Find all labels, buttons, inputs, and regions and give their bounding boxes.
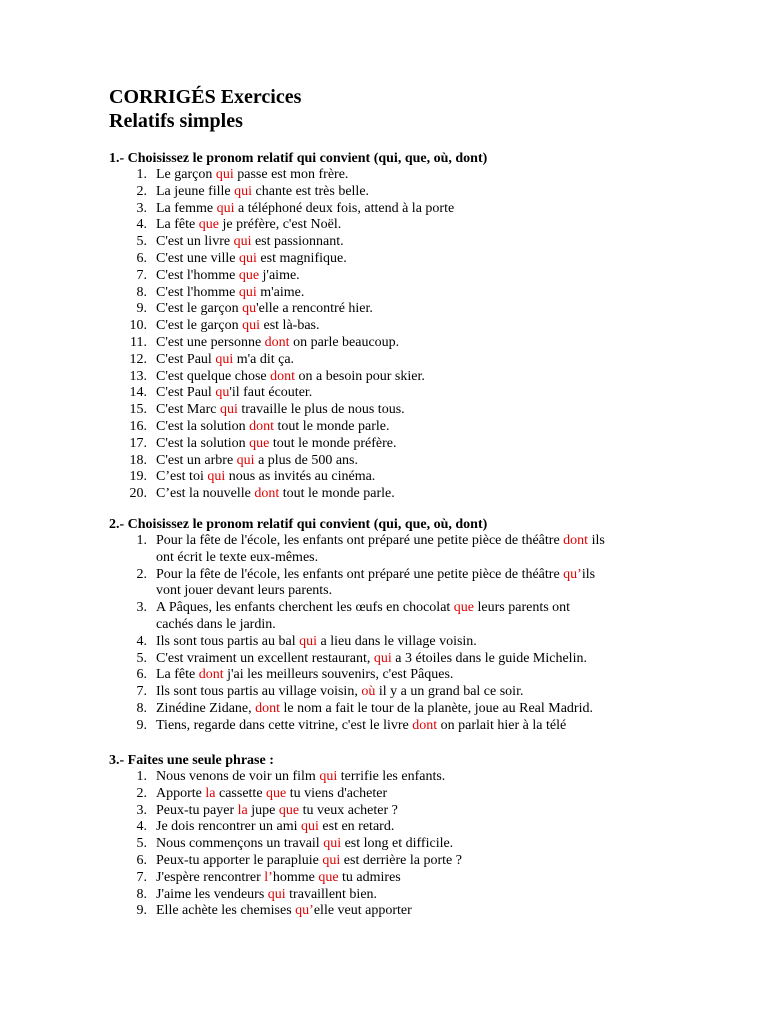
answer-word: la (237, 802, 248, 818)
exercise-item (109, 667, 749, 684)
sentence-text: ont écrit le texte eux-mêmes. (156, 549, 319, 565)
item-line (156, 667, 749, 684)
exercise-item (109, 684, 749, 701)
sentence-text: C'est quelque chose (156, 368, 271, 384)
item-line (156, 419, 749, 436)
answer-word: qui (234, 183, 253, 199)
answer-word: que (249, 435, 270, 451)
answer-word: que (238, 267, 260, 283)
item-number: 12. (129, 351, 147, 367)
exercise-item (109, 251, 749, 268)
item-line (156, 887, 749, 904)
item-number: 16. (129, 418, 147, 434)
item-line (156, 385, 749, 402)
sentence-text: C’est toi (156, 469, 208, 485)
sentence-text: m'a dit ça. (233, 351, 295, 367)
answer-word: qui (233, 234, 252, 250)
section-heading: 1.- Choisissez le pronom relatif qui convient (qui, que, où, dont) (109, 151, 488, 166)
answer-word: qui (242, 318, 260, 334)
item-number: 9. (136, 903, 147, 919)
sentence-text: on parlait hier à la télé (437, 717, 567, 733)
sentence-text: vont jouer devant leurs parents. (156, 583, 333, 599)
item-number: 8. (136, 700, 147, 716)
sentence-text: C'est la solution (156, 435, 250, 451)
sentence-text: C’est la nouvelle (156, 486, 255, 502)
exercise-item (109, 217, 749, 234)
sentence-text: est long et difficile. (341, 836, 454, 852)
answer-word: qui (301, 819, 319, 835)
item-line (156, 486, 749, 503)
item-line (156, 184, 749, 201)
answer-word: qui (239, 250, 257, 266)
answer-word: qui (219, 402, 238, 418)
sentence-text: jupe (247, 802, 279, 818)
answer-word: qui (373, 650, 392, 666)
sentence-text: La femme (156, 200, 217, 216)
answer-word: qui (215, 351, 234, 367)
title-line-1: CORRIGÉS Exercices (109, 86, 302, 108)
item-number: 4. (136, 217, 147, 233)
exercise-item (109, 769, 749, 786)
section-heading: 3.- Faites une seule phrase : (109, 753, 274, 768)
exercise-item (109, 651, 749, 668)
answer-word: qu’ (295, 903, 314, 919)
item-line (156, 335, 749, 352)
exercise-item (109, 486, 749, 503)
sentence-text: tout le monde parle. (279, 486, 395, 502)
sentence-text: travaille le plus de nous tous. (237, 402, 405, 418)
exercise-item (109, 718, 749, 735)
item-line (156, 352, 749, 369)
sentence-text: a téléphoné deux fois, attend à la porte (234, 200, 455, 216)
exercise-list (109, 533, 749, 735)
exercise-item (109, 234, 749, 251)
answer-word: l’ (264, 869, 273, 885)
item-line (156, 903, 749, 920)
exercise-item (109, 167, 749, 184)
item-number: 3. (136, 200, 147, 216)
answer-word: qu (215, 385, 230, 401)
exercise-item (109, 870, 749, 887)
item-line (156, 217, 749, 234)
sentence-text: C'est le garçon (156, 301, 243, 317)
sentence-text: tout le monde parle. (274, 418, 390, 434)
answer-word: que (198, 217, 219, 233)
sentence-text: C'est Marc (156, 402, 220, 418)
exercise-item (109, 634, 749, 651)
sentence-text: j'ai les meilleurs souvenirs, c'est Pâques. (223, 667, 454, 683)
item-line (156, 436, 749, 453)
answer-word: dont (254, 486, 280, 502)
sentence-text: le nom a fait le tour de la planète, joue au Real Madrid. (280, 700, 593, 716)
item-number: 2. (136, 566, 147, 582)
sentence-text: ils (581, 566, 596, 582)
sentence-text: C'est vraiment un excellent restaurant, (156, 650, 374, 666)
sentence-text: J'aime les vendeurs (156, 886, 268, 902)
sentence-text: 'elle a rencontré hier. (256, 301, 373, 317)
exercise-list (109, 769, 749, 920)
sentence-text: C'est un arbre (156, 452, 237, 468)
sentence-text: C'est l'homme (156, 267, 239, 283)
answer-word: qui (238, 284, 257, 300)
item-number: 17. (129, 435, 147, 451)
item-line (156, 369, 749, 386)
item-number: 9. (136, 301, 147, 317)
exercise-item (109, 803, 749, 820)
sentence-text: a 3 étoiles dans le guide Michelin. (391, 650, 587, 666)
exercise-item (109, 533, 749, 567)
answer-word: dont (563, 533, 589, 548)
exercise-item (109, 786, 749, 803)
sentence-text: passe est mon frère. (233, 167, 349, 182)
answer-word: qui (319, 769, 338, 784)
item-number: 6. (136, 852, 147, 868)
item-line (156, 567, 749, 584)
answer-word: la (205, 785, 216, 801)
answer-word: qui (215, 167, 234, 182)
sentence-text: C'est l'homme (156, 284, 239, 300)
answer-word: dont (198, 667, 224, 683)
sentence-text: m'aime. (256, 284, 305, 300)
sentence-text: C'est un livre (156, 234, 234, 250)
sentence-text: est magnifique. (256, 250, 347, 266)
sentence-text: cassette (215, 785, 267, 801)
sentence-text: La fête (156, 667, 199, 683)
sentence-text: ils (588, 533, 605, 548)
answer-word: qu’ (563, 566, 582, 582)
item-number: 6. (136, 667, 147, 683)
sentence-text: on a besoin pour skier. (295, 368, 425, 384)
item-number: 19. (129, 469, 147, 485)
answer-word: que (266, 785, 287, 801)
item-line (156, 769, 749, 786)
answer-word: dont (264, 334, 290, 350)
sentence-text: leurs parents ont (474, 600, 571, 616)
exercise-item (109, 201, 749, 218)
sentence-text: je préfère, c'est Noël. (218, 217, 342, 233)
item-line (156, 617, 749, 634)
exercise-list (109, 167, 749, 503)
item-number: 15. (129, 402, 147, 418)
exercise-item (109, 903, 749, 920)
item-line (156, 819, 749, 836)
item-number: 18. (129, 452, 147, 468)
sentence-text: est passionnant. (251, 234, 344, 250)
item-number: 10. (129, 318, 147, 334)
item-number: 9. (136, 717, 147, 733)
exercise-item (109, 419, 749, 436)
item-number: 4. (136, 633, 147, 649)
item-number: 14. (129, 385, 147, 401)
exercise-item (109, 887, 749, 904)
sentence-text: La fête (156, 217, 199, 233)
sentence-text: nous as invités au cinéma. (225, 469, 376, 485)
sentence-text: tu admires (338, 869, 401, 885)
item-line (156, 870, 749, 887)
exercise-item (109, 436, 749, 453)
item-number: 11. (130, 334, 147, 350)
sentence-text: Peux-tu payer (156, 802, 238, 818)
exercise-item (109, 853, 749, 870)
exercise-item (109, 285, 749, 302)
sentence-text: Nous venons de voir un film (156, 769, 320, 784)
sentence-text: Zinédine Zidane, (156, 700, 256, 716)
sentence-text: Elle achète les chemises (156, 903, 296, 919)
sentence-text: C'est la solution (156, 418, 250, 434)
item-number: 5. (136, 650, 147, 666)
exercise-item (109, 352, 749, 369)
sentence-text: A Pâques, les enfants cherchent les œufs en chocolat (156, 600, 454, 616)
item-line (156, 701, 749, 718)
sentence-text: Le garçon (156, 167, 216, 182)
sentence-text: Peux-tu apporter le parapluie (156, 852, 323, 868)
item-number: 3. (136, 600, 147, 616)
sentence-text: terrifie les enfants. (337, 769, 446, 784)
sentence-text: chante est très belle. (252, 183, 370, 199)
sentence-text: Je dois rencontrer un ami (156, 819, 302, 835)
sentence-text: homme (272, 869, 319, 885)
item-number: 1. (136, 533, 147, 548)
sentence-text: 'il faut écouter. (229, 385, 313, 401)
sentence-text: tu viens d'acheter (286, 785, 388, 801)
sentence-text: C'est le garçon (156, 318, 243, 334)
item-number: 7. (136, 684, 147, 700)
item-line (156, 167, 749, 184)
item-line (156, 684, 749, 701)
sentence-text: on parle beaucoup. (289, 334, 400, 350)
document-title (109, 85, 301, 133)
sentence-text: C'est Paul (156, 351, 216, 367)
sentence-text: Apporte (156, 785, 206, 801)
item-number: 3. (136, 802, 147, 818)
item-line (156, 651, 749, 668)
item-line (156, 583, 749, 600)
answer-word: dont (412, 717, 438, 733)
sentence-text: Pour la fête de l'école, les enfants ont préparé une petite pièce de théâtre (156, 533, 564, 548)
item-line (156, 836, 749, 853)
exercise-item (109, 469, 749, 486)
sentence-text: C'est une ville (156, 250, 240, 266)
item-number: 7. (136, 869, 147, 885)
answer-word: qui (267, 886, 286, 902)
sentence-text: Tiens, regarde dans cette vitrine, c'est le livre (156, 717, 413, 733)
sentence-text: il y a un grand bal ce soir. (375, 684, 524, 700)
answer-word: dont (255, 700, 281, 716)
exercise-item (109, 453, 749, 470)
item-line (156, 803, 749, 820)
sentence-text: La jeune fille (156, 183, 235, 199)
item-line (156, 285, 749, 302)
item-number: 5. (136, 234, 147, 250)
answer-word: qu (242, 301, 257, 317)
sentence-text: cachés dans le jardin. (156, 616, 276, 632)
exercise-item (109, 301, 749, 318)
sentence-text: est en retard. (318, 819, 395, 835)
exercise-item (109, 369, 749, 386)
item-number: 2. (136, 183, 147, 199)
item-number: 6. (136, 250, 147, 266)
exercise-item (109, 318, 749, 335)
exercise-item (109, 184, 749, 201)
answer-word: qui (323, 836, 342, 852)
answer-word: qui (322, 852, 341, 868)
answer-word: qui (299, 633, 317, 649)
sentence-text: tout le monde préfère. (269, 435, 397, 451)
sentence-text: a lieu dans le village voisin. (317, 633, 477, 649)
answer-word: dont (249, 418, 275, 434)
item-line (156, 268, 749, 285)
item-number: 8. (136, 886, 147, 902)
exercise-item (109, 385, 749, 402)
answer-word: que (278, 802, 300, 818)
sentence-text: Nous commençons un travail (156, 836, 324, 852)
exercise-item (109, 567, 749, 601)
exercise-item (109, 402, 749, 419)
sentence-text: Pour la fête de l'école, les enfants ont préparé une petite pièce de théâtre (156, 566, 564, 582)
item-line (156, 201, 749, 218)
answer-word: dont (270, 368, 295, 384)
exercise-item (109, 268, 749, 285)
item-number: 7. (136, 267, 147, 283)
sentence-text: est là-bas. (260, 318, 320, 334)
exercise-item (109, 335, 749, 352)
exercise-item (109, 701, 749, 718)
exercise-section-3 (109, 752, 749, 920)
answer-word: qui (207, 469, 226, 485)
exercise-section-2 (109, 516, 749, 735)
sentence-text: elle veut apporter (313, 903, 412, 919)
answer-word: où (361, 684, 376, 700)
sentence-text: est derrière la porte ? (340, 852, 462, 868)
sentence-text: tu veux acheter ? (299, 802, 398, 818)
item-line (156, 301, 749, 318)
answer-word: que (453, 600, 475, 616)
answer-word: qui (236, 452, 255, 468)
item-number: 20. (129, 486, 147, 502)
item-line (156, 234, 749, 251)
item-line (156, 402, 749, 419)
item-line (156, 600, 749, 617)
item-line (156, 634, 749, 651)
sentence-text: a plus de 500 ans. (254, 452, 358, 468)
sentence-text: C'est une personne (156, 334, 265, 350)
answer-word: que (318, 869, 339, 885)
item-line (156, 469, 749, 486)
sentence-text: travaillent bien. (285, 886, 378, 902)
item-number: 13. (129, 368, 147, 384)
item-line (156, 251, 749, 268)
item-line (156, 550, 749, 567)
sentence-text: Ils sont tous partis au village voisin, (156, 684, 362, 700)
sentence-text: Ils sont tous partis au bal (156, 633, 300, 649)
answer-word: qui (216, 200, 235, 216)
item-number: 2. (136, 785, 147, 801)
exercise-section-1 (109, 150, 749, 503)
item-line (156, 718, 749, 735)
item-number: 1. (136, 769, 147, 784)
item-line (156, 853, 749, 870)
item-number: 1. (136, 167, 147, 182)
item-number: 4. (136, 819, 147, 835)
item-line (156, 318, 749, 335)
exercise-item (109, 836, 749, 853)
item-number: 5. (136, 836, 147, 852)
exercise-item (109, 600, 749, 634)
section-heading: 2.- Choisissez le pronom relatif qui convient (qui, que, où, dont) (109, 517, 488, 532)
exercise-item (109, 819, 749, 836)
sentence-text: j'aime. (259, 267, 300, 283)
item-number: 8. (136, 284, 147, 300)
item-line (156, 533, 749, 550)
sentence-text: J'espère rencontrer (156, 869, 265, 885)
title-line-2: Relatifs simples (109, 110, 243, 132)
item-line (156, 453, 749, 470)
item-line (156, 786, 749, 803)
sentence-text: C'est Paul (156, 385, 216, 401)
